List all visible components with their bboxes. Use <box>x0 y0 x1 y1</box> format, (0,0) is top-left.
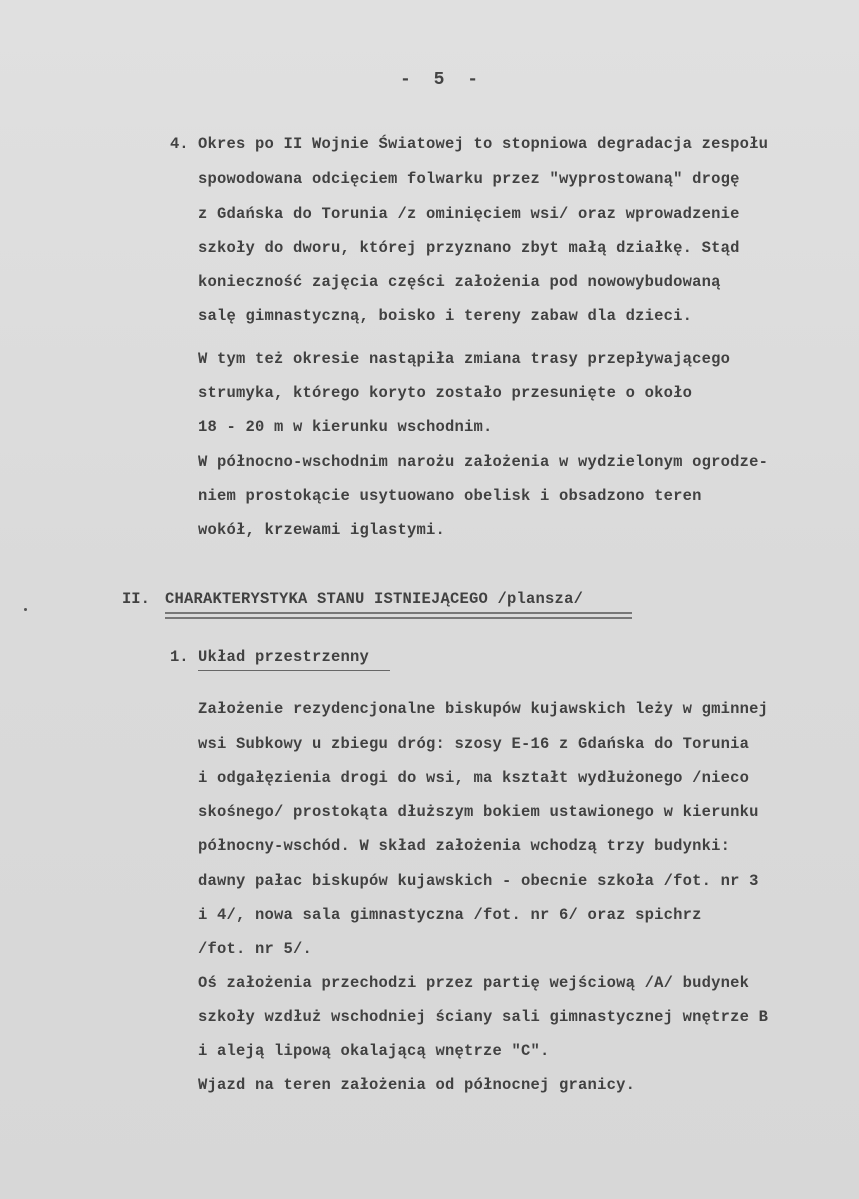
item-4-line: strumyka, którego koryto zostało przesunięte o około <box>198 384 693 402</box>
item-4-line: W północno-wschodnim narożu założenia w wydzielonym ogrodze- <box>198 453 769 471</box>
item-4-number: 4. <box>170 135 189 153</box>
paragraph-line: i odgałęzienia drogi do wsi, ma kształt wydłużonego /nieco <box>198 769 750 787</box>
page-number: - 5 - <box>400 70 485 90</box>
subsection-title-underline <box>198 670 390 671</box>
item-4-line: z Gdańska do Torunia /z ominięciem wsi/ oraz wprowadzenie <box>198 205 740 223</box>
item-4-line: W tym też okresie nastąpiła zmiana trasy przepływającego <box>198 350 731 368</box>
section-number: II. <box>122 590 150 608</box>
subsection-title: Układ przestrzenny <box>198 648 370 666</box>
paragraph-line: Oś założenia przechodzi przez partię wejściową /A/ budynek <box>198 974 750 992</box>
paragraph-line: północny-wschód. W skład założenia wchodzą trzy budynki: <box>198 837 731 855</box>
paper-speck <box>24 608 27 611</box>
item-4-line: salę gimnastyczną, boisko i tereny zabaw dla dzieci. <box>198 307 693 325</box>
section-title-double-underline <box>165 612 632 619</box>
paragraph-line: i 4/, nowa sala gimnastyczna /fot. nr 6/ oraz spichrz <box>198 906 702 924</box>
paragraph-line: wsi Subkowy u zbiegu dróg: szosy E-16 z Gdańska do Torunia <box>198 735 750 753</box>
subsection-number: 1. <box>170 648 189 666</box>
item-4-line: spowodowana odcięciem folwarku przez "wyprostowaną" drogę <box>198 170 740 188</box>
paragraph-line: dawny pałac biskupów kujawskich - obecnie szkoła /fot. nr 3 <box>198 872 759 890</box>
paragraph-line: szkoły wzdłuż wschodniej ściany sali gimnastycznej wnętrze B <box>198 1008 769 1026</box>
item-4-line: wokół, krzewami iglastymi. <box>198 521 446 539</box>
paragraph-line: Wjazd na teren założenia od północnej granicy. <box>198 1076 636 1094</box>
paragraph-line: Założenie rezydencjonalne biskupów kujawskich leży w gminnej <box>198 700 769 718</box>
item-4-line: 18 - 20 m w kierunku wschodnim. <box>198 418 493 436</box>
item-4-line: szkoły do dworu, której przyznano zbyt małą działkę. Stąd <box>198 239 740 257</box>
item-4-line: Okres po II Wojnie Światowej to stopniowa degradacja zespołu <box>198 135 769 153</box>
item-4-line: niem prostokącie usytuowano obelisk i obsadzono teren <box>198 487 702 505</box>
paragraph-line: i aleją lipową okalającą wnętrze "C". <box>198 1042 550 1060</box>
section-title: CHARAKTERYSTYKA STANU ISTNIEJĄCEGO /plansza/ <box>165 590 584 608</box>
paragraph-line: /fot. nr 5/. <box>198 940 313 958</box>
paragraph-line: skośnego/ prostokąta dłuższym bokiem ustawionego w kierunku <box>198 803 759 821</box>
item-4-line: konieczność zajęcia części założenia pod nowowybudowaną <box>198 273 721 291</box>
